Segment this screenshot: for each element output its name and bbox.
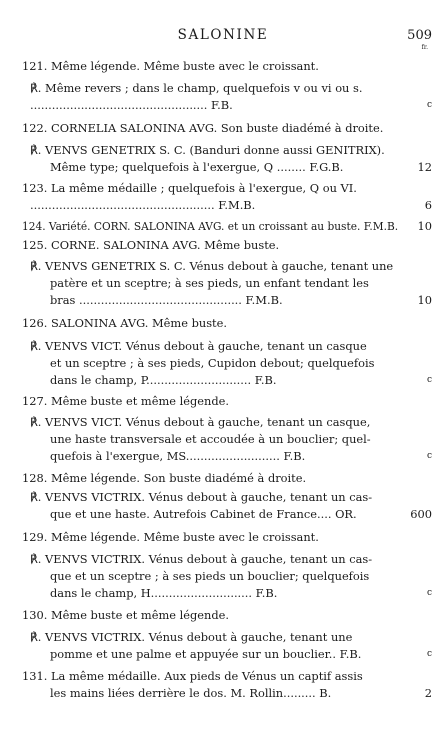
line-text: ℟. Même revers ; dans le champ, quelquefois v ou vi ou s. [30,81,363,95]
page-number: 509 [407,28,432,43]
price: c [426,649,432,659]
line-text: ℟. VENVS VICTRIX. Vénus debout à gauche, tenant un cas- [30,552,373,566]
text-line [0,58,446,75]
text-line [0,629,446,646]
text-line [0,292,446,309]
line-text: ................................................... F.M.B. [30,198,256,212]
text-line [0,646,446,663]
text-line [0,142,446,159]
text-line [0,607,446,624]
text-line [0,355,446,372]
line-text: 126. SALONINA AVG. Même buste. [22,316,227,330]
price: 2 [424,686,432,700]
price: 12 [417,160,432,174]
price: 10 [417,293,432,307]
line-text: 123. La même médaille ; quelquefois à l'exergue, Q ou VI. [22,181,357,195]
line-text: dans le champ, P............................. F.B. [50,373,277,387]
page-subnote: fr. [421,44,428,51]
line-text: ................................................. F.B. [30,98,233,112]
price: c [426,375,432,385]
line-text: 127. Même buste et même légende. [22,394,230,408]
line-text: pomme et une palme et appuyée sur un bouclier.. F.B. [50,647,362,661]
line-text: 125. CORNE. SALONINA AVG. Même buste. [22,238,280,252]
line-text: ℟. VENVS VICT. Vénus debout à gauche, tenant un casque, [30,415,371,429]
price: 6 [424,198,432,212]
line-text: ℟. VENVS GENETRIX S. C. (Banduri donne aussi GENITRIX). [30,143,385,157]
line-text: ℟. VENVS VICTRIX. Vénus debout à gauche, tenant un cas- [30,490,373,504]
price: c [426,100,432,110]
text-line [0,414,446,431]
line-text: 131. La même médaille. Aux pieds de Vénus un captif assis [22,669,363,683]
text-line [0,159,446,176]
page-header [0,27,446,51]
line-text: une haste transversale et accoudée à un bouclier; quel- [50,432,371,446]
line-text: 130. Même buste et même légende. [22,608,230,622]
text-line [0,197,446,214]
price: c [426,588,432,598]
line-text: 124. Variété. CORN. SALONINA AVG. et un croissant au buste. F.M.B. [22,219,399,233]
line-text: ℟. VENVS GENETRIX S. C. Vénus debout à gauche, tenant une [30,259,394,273]
text-line [0,470,446,487]
line-text: 129. Même légende. Même buste avec le croissant. [22,530,319,544]
text-line [0,338,446,355]
line-text: et un sceptre ; à ses pieds, Cupidon debout; quelquefois [50,356,375,370]
line-text: que et une haste. Autrefois Cabinet de France.... OR. [50,507,357,521]
text-line [0,551,446,568]
text-line [0,275,446,292]
line-text: quefois à l'exergue, MS.......................... F.B. [50,449,306,463]
line-text: 122. CORNELIA SALONINA AVG. Son buste diadémé à droite. [22,121,384,135]
line-text: bras ............................................. F.M.B. [50,293,283,307]
text-line [0,80,446,97]
text-line [0,258,446,275]
line-text: Même type; quelquefois à l'exergue, Q ........ F.G.B. [50,160,344,174]
text-line [0,568,446,585]
text-line [0,685,446,702]
line-text: les mains liées derrière le dos. M. Rollin......... B. [50,686,332,700]
line-text: ℟. VENVS VICT. Vénus debout à gauche, tenant un casque [30,339,367,353]
text-line [0,315,446,332]
text-line [0,120,446,137]
line-text: dans le champ, H............................ F.B. [50,586,278,600]
price: 600 [410,507,432,521]
text-line [0,489,446,506]
text-line [0,393,446,410]
price: 10 [417,219,432,233]
text-line [0,585,446,602]
line-text: patère et un sceptre; à ses pieds, un enfant tendant les [50,276,369,290]
running-title: SALONINE [177,27,269,43]
line-text: 128. Même légende. Son buste diadémé à droite. [22,471,307,485]
text-line [0,237,446,254]
text-line [0,180,446,197]
text-line [0,506,446,523]
text-line [0,431,446,448]
text-line [0,668,446,685]
line-text: 121. Même légende. Même buste avec le croissant. [22,59,319,73]
text-line [0,529,446,546]
line-text: ℟. VENVS VICTRIX. Vénus debout à gauche, tenant une [30,630,353,644]
text-line [0,448,446,465]
line-text: que et un sceptre ; à ses pieds un bouclier; quelquefois [50,569,370,583]
text-line [0,218,446,235]
text-line [0,372,446,389]
text-line [0,97,446,114]
price: c [426,451,432,461]
